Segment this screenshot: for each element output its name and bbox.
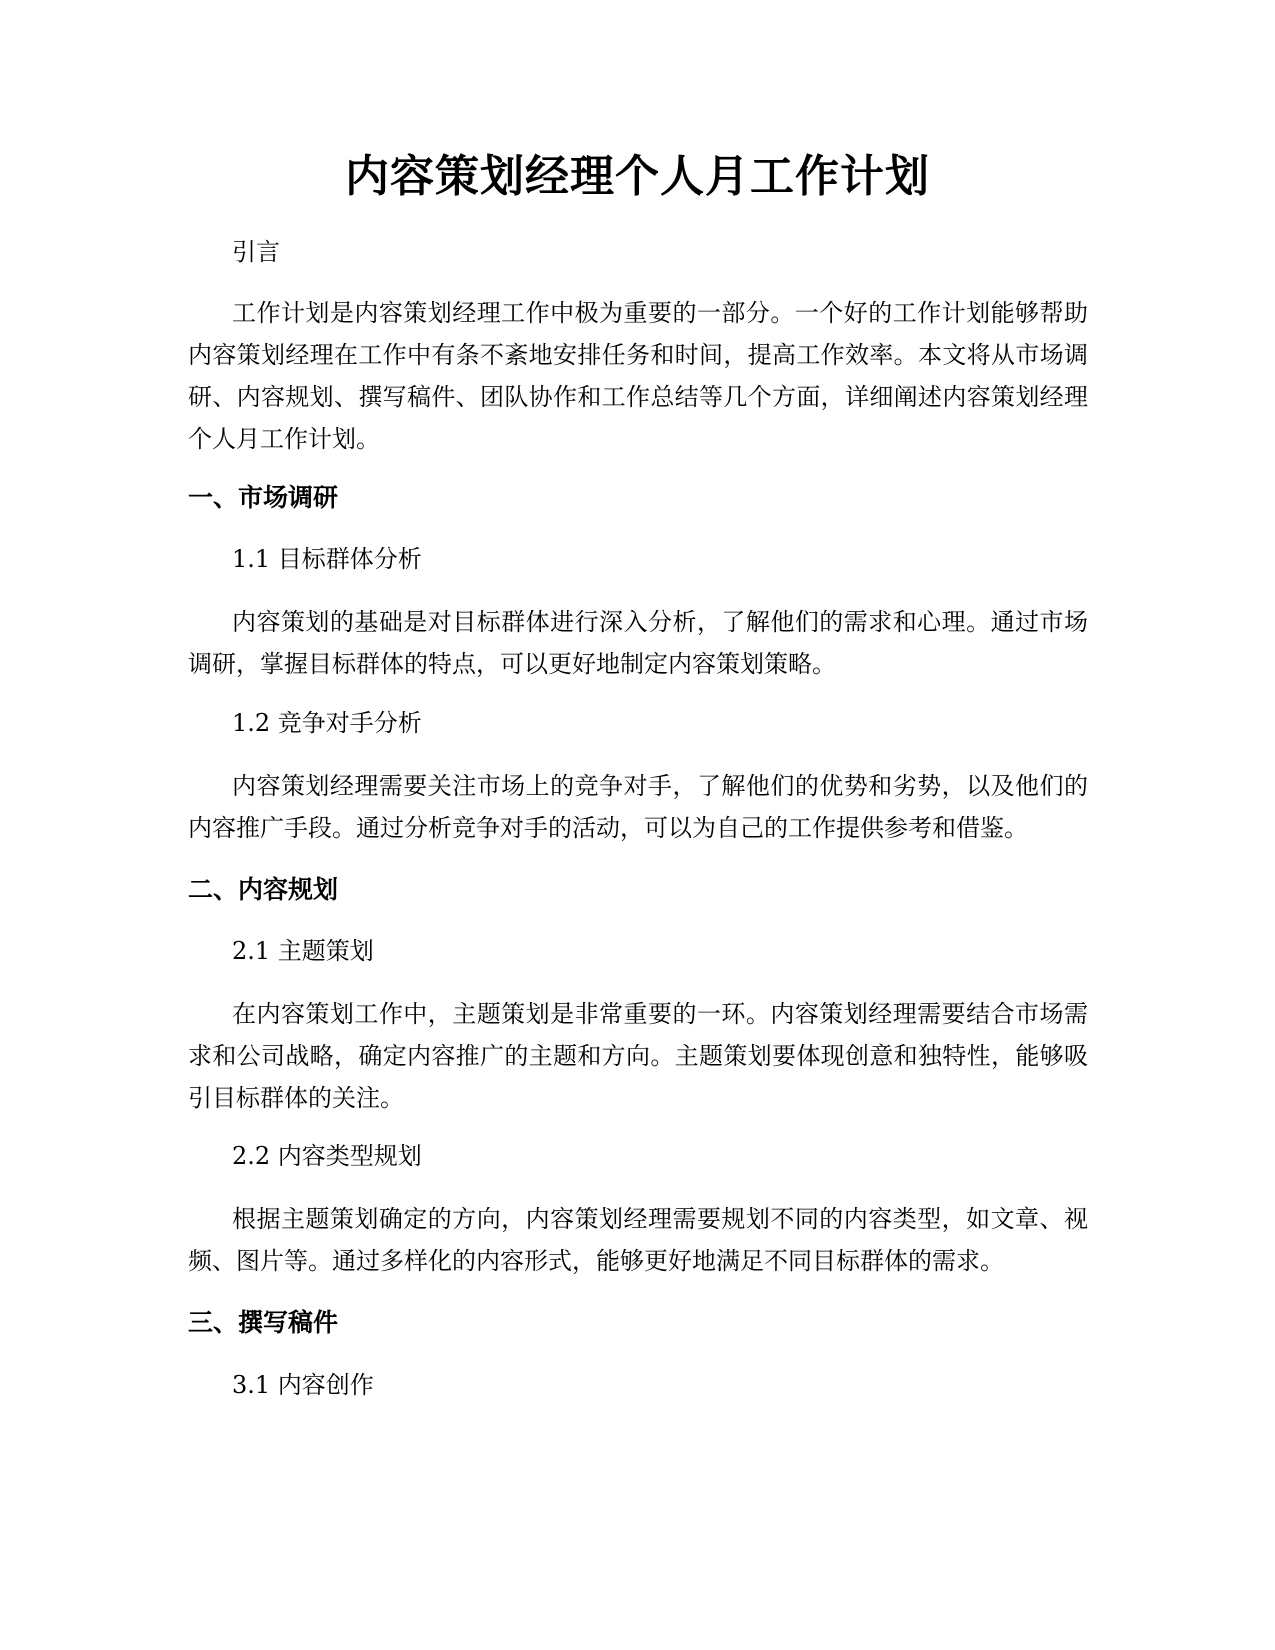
paragraph-competitor: 内容策划经理需要关注市场上的竞争对手，了解他们的优势和劣势，以及他们的内容推广手段。通过分析竞争对手的活动，可以为自己的工作提供参考和借鉴。 [188,772,1088,842]
paragraph-content-types: 根据主题策划确定的方向，内容策划经理需要规划不同的内容类型，如文章、视频、图片等。通过多样化的内容形式，能够更好地满足不同目标群体的需求。 [188,1205,1088,1275]
subsection-heading-competitor: 1.2 竞争对手分析 [232,709,422,737]
intro-heading: 引言 [232,238,280,266]
section-heading-content-planning: 二、内容规划 [188,875,339,904]
section-heading-writing: 三、撰写稿件 [188,1308,339,1337]
paragraph-target-group: 内容策划的基础是对目标群体进行深入分析，了解他们的需求和心理。通过市场调研，掌握目标群体的特点，可以更好地制定内容策划策略。 [188,608,1088,678]
subsection-heading-theme: 2.1 主题策划 [232,937,374,965]
subsection-heading-content-types: 2.2 内容类型规划 [232,1142,422,1170]
subsection-heading-content-creation: 3.1 内容创作 [232,1371,374,1399]
paragraph-theme: 在内容策划工作中，主题策划是非常重要的一环。内容策划经理需要结合市场需求和公司战略，确定内容推广的主题和方向。主题策划要体现创意和独特性，能够吸引目标群体的关注。 [188,1000,1088,1112]
subsection-heading-target-group: 1.1 目标群体分析 [232,545,422,573]
section-heading-market-research: 一、市场调研 [188,483,339,512]
document-title: 内容策划经理个人月工作计划 [345,151,930,202]
intro-paragraph: 工作计划是内容策划经理工作中极为重要的一部分。一个好的工作计划能够帮助内容策划经理在工作中有条不紊地安排任务和时间，提高工作效率。本文将从市场调研、内容规划、撰写稿件、团队协作和工作总结等几个方面，详细阐述内容策划经理个人月工作计划。 [188,299,1088,453]
